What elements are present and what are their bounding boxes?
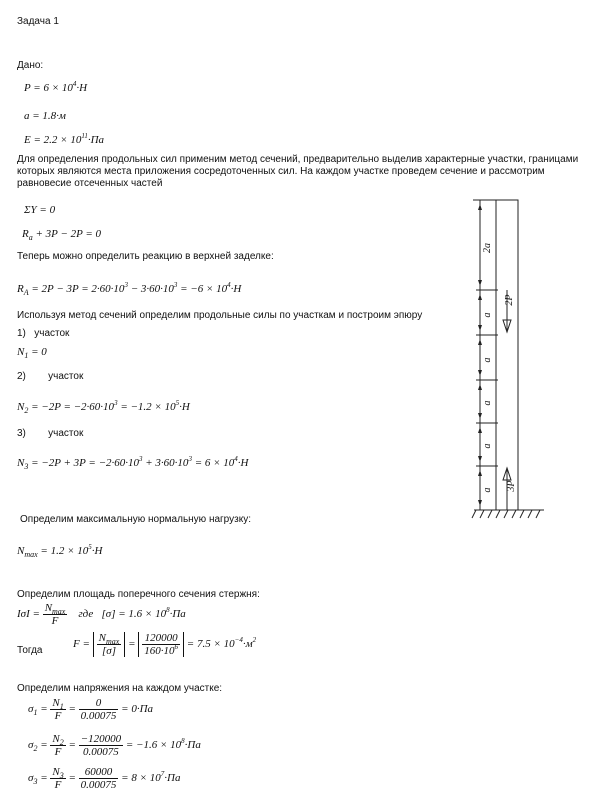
dim-label-a2: a: [482, 357, 493, 363]
section-3-heading: 3) участок: [17, 428, 84, 439]
N3-equation: $N_3 = -2P + 3P = -2\cdot 60\cdot 10^3 + 3\cdot 60\cdot 10^3 = 6 \times 10^4\cdot Н$: [17, 455, 249, 471]
rod-diagram: [468, 190, 552, 525]
given-label: Дано:: [17, 60, 44, 71]
stress-text: Определим напряжения на каждом участке:: [17, 683, 223, 694]
dim-label-a3: a: [482, 400, 493, 406]
then-label: Тогда: [17, 645, 43, 656]
dim-label-a4: a: [482, 443, 493, 449]
dim-label-2a: 2a: [482, 243, 493, 253]
ra-equation: $R_a + 3P - 2P = 0$: [22, 228, 102, 242]
sigma-1-equation: $\sigma_1$ = $\frac{N_1}{F}$ = $\frac{0}{0.00075}$ = 0·Па: [28, 697, 154, 722]
dim-label-a1: a: [482, 312, 493, 318]
N2-equation: $N_2 = -2P = -2\cdot 60\cdot 10^3 = -1.2 \times 10^5\cdot Н$: [17, 399, 190, 415]
reaction-text: Теперь можно определить реакцию в верхней заделке:: [17, 251, 274, 262]
Nmax-equation: $N_{max} = 1.2 \times 10^5\cdot Н$: [17, 543, 103, 559]
intro-paragraph: Для определения продольных сил применим метод сечений, предварительно выделив характерные участки, границами которых являются места приложения сосредоточенных сил. На каждом участке проведем сечение и рассмотрим равновесие отсеченных частей: [17, 154, 579, 189]
section-1-heading: 1) участок: [17, 328, 70, 339]
ground-support: [472, 510, 544, 518]
section-2-heading: 2) участок: [17, 371, 84, 382]
given-P: $P = 6 \times 10^4\cdot Н$: [24, 80, 88, 94]
sigma-condition: IσI = $\frac{N_{max}}{F}$ где $[\sigma] = 1.6 \times 10^8\cdot Па$: [17, 602, 186, 627]
rod-outline: [496, 200, 518, 510]
area-text: Определим площадь поперечного сечения стержня:: [17, 589, 260, 600]
task-title: Задача 1: [17, 16, 59, 27]
sum-equation: ΣY = 0: [24, 204, 56, 216]
RA-equation: $R_A = 2P - 3P = 2\cdot 60\cdot 10^3 - 3\cdot 60\cdot 10^3 = -6 \times 10^4\cdot Н$: [17, 281, 242, 297]
sigma-3-equation: $\sigma_3$ = $\frac{N_3}{F}$ = $\frac{60000}{0.00075}$ = $8 \times 10^7\cdot Па$: [28, 766, 181, 791]
dim-label-a5: a: [482, 487, 493, 493]
F-equation: F = $\frac{N_{max}}{[\sigma]}$ = $\frac{120000}{160\cdot 10^6}$ = $7.5 \times 10^{-4}\cdot м^2$: [73, 632, 257, 657]
max-text: Определим максимальную нормальную нагрузку:: [20, 514, 251, 525]
force-3P-label: 3P: [506, 480, 517, 492]
force-2P-label: 2P: [504, 294, 515, 306]
given-E: $E = 2.2 \times 10^{11}\cdot Па$: [24, 132, 105, 146]
N1-equation: $N_1 = 0$: [17, 346, 47, 360]
method-text: Используя метод сечений определим продольные силы по участкам и построим эпюру: [17, 310, 423, 321]
given-a: a = 1.8·м: [24, 110, 66, 122]
sigma-2-equation: $\sigma_2$ = $\frac{N_2}{F}$ = $\frac{-120000}{0.00075}$ = $-1.6 \times 10^8\cdot Па$: [28, 733, 201, 758]
